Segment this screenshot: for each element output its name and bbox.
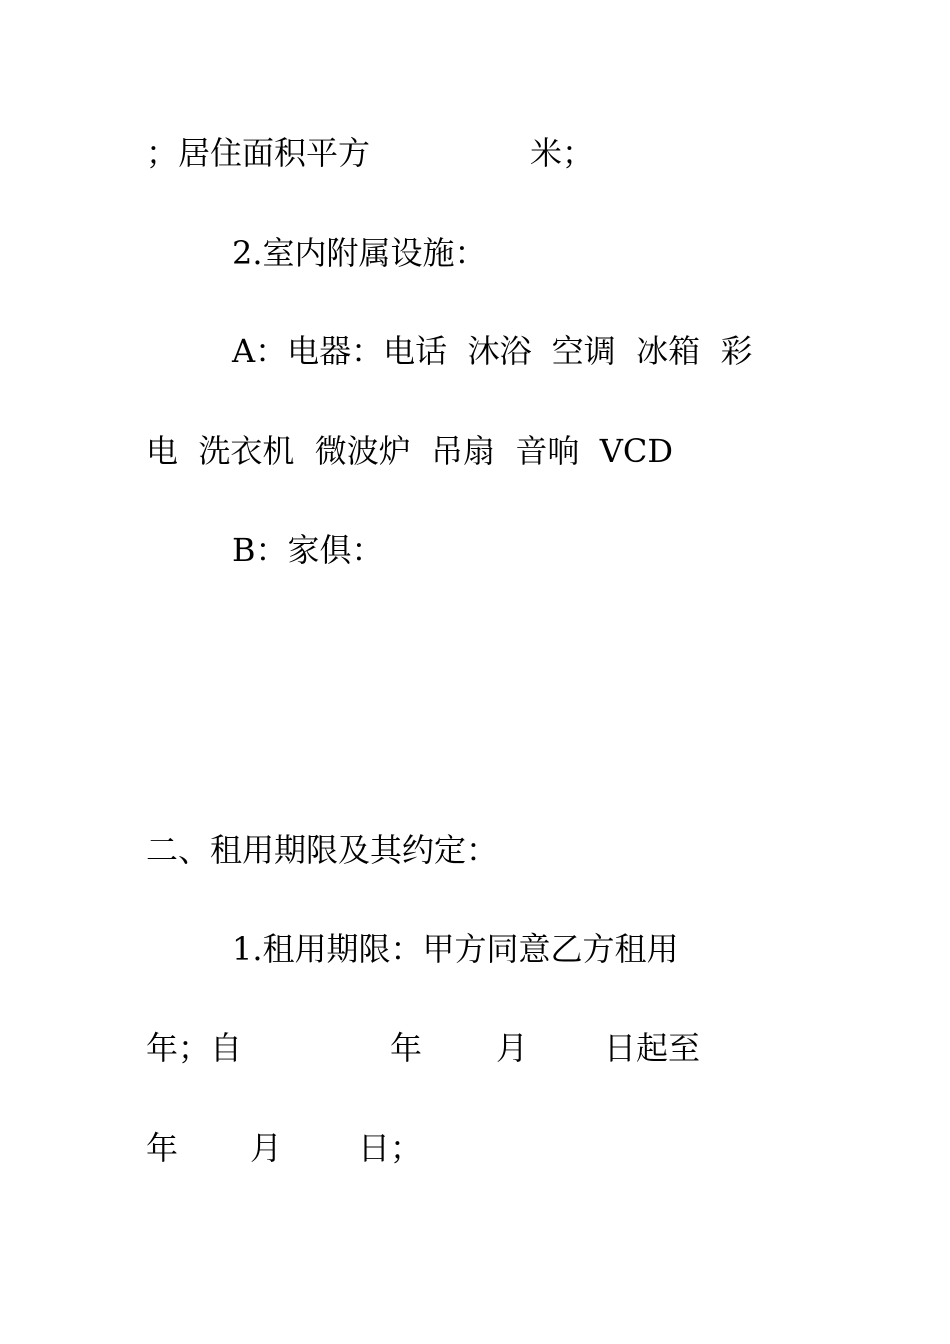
living-area-unit: 米； — [530, 134, 595, 172]
facilities-heading: 2.室内附属设施： — [232, 234, 487, 272]
living-area-label: ；居住面积平方 — [146, 134, 371, 172]
lease-term-line: 1.租用期限：甲方同意乙方租用 — [232, 930, 679, 968]
lease-end-date-line — [146, 1128, 423, 1328]
appliances-line-1: A：电器：电话 沐浴 空调 冰箱 彩 — [232, 332, 753, 370]
section2-heading: 二、租用期限及其约定： — [146, 831, 499, 869]
start-month-label: 月 — [496, 1029, 529, 1067]
end-year-label: 年 — [146, 1129, 179, 1167]
end-day-label: 日； — [358, 1129, 423, 1167]
start-year-label: 年 — [390, 1029, 423, 1067]
appliances-line-2: 电 洗衣机 微波炉 吊扇 音响 VCD — [146, 432, 673, 470]
furniture-line: B：家俱： — [232, 531, 384, 569]
lease-years-label: 年；自 — [146, 1029, 243, 1067]
end-month-label: 月 — [250, 1129, 283, 1167]
start-day-label: 日起至 — [604, 1029, 701, 1067]
